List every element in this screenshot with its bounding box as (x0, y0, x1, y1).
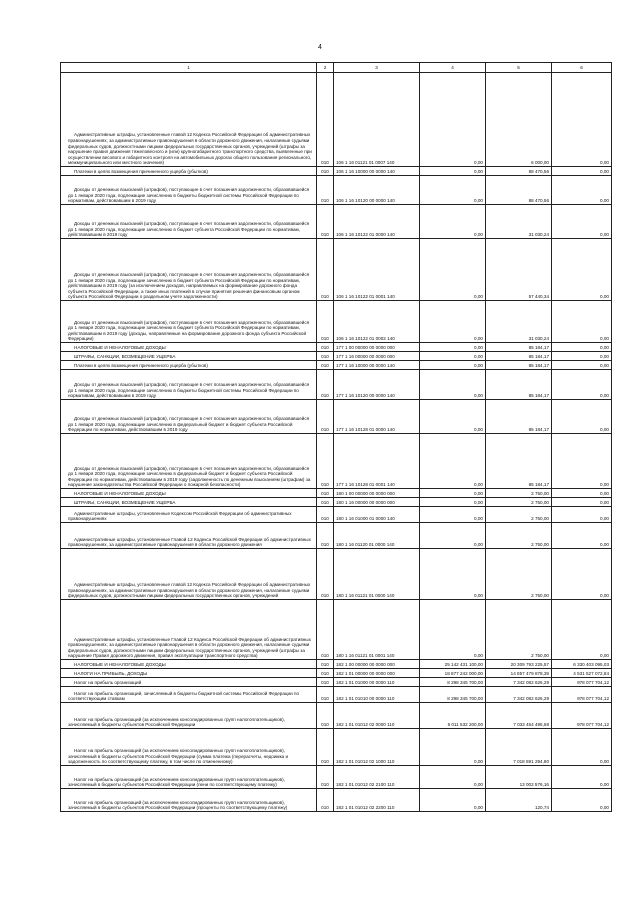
row-line-code: 010 (317, 660, 334, 669)
row-name-cell (61, 669, 317, 678)
row-name: Доходы от денежных взысканий (штрафов), поступающие в счет погашения задолженности, образовавшейся до 1 января 2020 года, подлежащие зачислению в бюджеты бюджетной системы Российской Федерации по нормативам, действовавшим в 2019 году (68, 187, 310, 204)
row-name-cell (61, 176, 317, 205)
row-unexecuted: 0,00 (552, 73, 612, 167)
row-name-cell (61, 239, 317, 301)
row-name: Налог на прибыль организаций (за исключением консолидированных групп налогоплательщиков), зачисляемый в бюджеты субъектов Российской Федерации (сумма платежа (перерасчеты, недоимка и задолженность по соответствующему платежу, в том числе по отмененному) (68, 748, 289, 765)
row-line-code: 010 (317, 687, 334, 703)
row-unexecuted: 0,00 (552, 370, 612, 400)
row-income-code: 106 1 16 10122 01 0002 140 (334, 301, 420, 343)
row-executed: 2 750,00 (486, 549, 552, 600)
row-executed: 85 184,17 (486, 361, 552, 370)
row-plan: 25 142 431 100,00 (420, 660, 486, 669)
table-row (61, 789, 612, 812)
row-executed: 13 002 576,16 (486, 766, 552, 789)
col-header-line: 2 (317, 63, 334, 73)
row-name: Административные штрафы, установленные Кодексом Российской Федерации об административных правонарушениях (68, 510, 292, 522)
row-unexecuted: 0,00 (552, 600, 612, 660)
row-line-code: 010 (317, 352, 334, 361)
row-income-code: 177 1 00 00000 00 0000 000 (334, 343, 420, 352)
row-name-cell (61, 73, 317, 167)
row-income-code: 106 1 16 01121 01 0007 140 (334, 73, 420, 167)
row-plan: 0,00 (420, 434, 486, 489)
table-row (61, 549, 612, 600)
row-line-code: 010 (317, 498, 334, 507)
row-income-code: 180 1 16 01000 01 0000 140 (334, 507, 420, 523)
row-executed: 88 470,56 (486, 167, 552, 176)
col-header-rest: 6 (552, 63, 612, 73)
row-line-code: 010 (317, 669, 334, 678)
row-unexecuted: 0,00 (552, 400, 612, 434)
row-plan: 0,00 (420, 301, 486, 343)
row-line-code: 010 (317, 678, 334, 687)
row-income-code: 182 1 00 00000 00 0000 000 (334, 660, 420, 669)
row-unexecuted: 0,00 (552, 361, 612, 370)
row-line-code: 010 (317, 729, 334, 766)
table-row (61, 400, 612, 434)
row-income-code: 182 1 01 01012 02 1000 110 (334, 729, 420, 766)
table-row (61, 498, 612, 507)
row-unexecuted: 4 531 527 072,84 (552, 669, 612, 678)
row-plan: 8 298 345 700,00 (420, 687, 486, 703)
row-unexecuted: 0,00 (552, 766, 612, 789)
row-unexecuted: 0,00 (552, 507, 612, 523)
table-row (61, 660, 612, 669)
row-income-code: 182 1 01 00000 00 0000 000 (334, 669, 420, 678)
row-executed: 85 184,17 (486, 352, 552, 361)
row-name: Доходы от денежных взысканий (штрафов), поступающие в счет погашения задолженности, образовавшейся до 1 января 2020 года, подлежащие зачислению в бюджет субъекта Российской Федерации по нормативам, действовавшим в 2019 году (68, 221, 310, 238)
row-name: НАЛОГОВЫЕ И НЕНАЛОГОВЫЕ ДОХОДЫ (74, 662, 166, 668)
row-name-cell (61, 361, 317, 370)
table-row (61, 361, 612, 370)
table-row (61, 239, 612, 301)
row-line-code: 010 (317, 176, 334, 205)
row-name: Доходы от денежных взысканий (штрафов), поступающие в счет погашения задолженности, образовавшейся до 1 января 2020 года, подлежащие зачислению в федеральный бюджет и бюджет субъекта Российской Федерации по нормативам, действовавшим в 2019 году (задолженность по денежным взысканиям (штрафам) за нарушение законодательства Российской Федерации о пожарной безопасности) (68, 465, 311, 488)
row-name-cell (61, 301, 317, 343)
row-executed: 85 184,17 (486, 370, 552, 400)
row-income-code: 182 1 01 01010 00 0000 110 (334, 687, 420, 703)
row-name: ШТРАФЫ, САНКЦИИ, ВОЗМЕЩЕНИЕ УЩЕРБА (74, 354, 176, 360)
row-income-code: 177 1 16 10000 00 0000 140 (334, 361, 420, 370)
row-name-cell (61, 400, 317, 434)
table-row (61, 167, 612, 176)
table-row (61, 669, 612, 678)
row-line-code: 010 (317, 239, 334, 301)
row-plan: 0,00 (420, 343, 486, 352)
row-name: Административные штрафы, установленные главой 12 Кодекса Российской Федерации об административных правонарушениях, за административные правонарушения в области дорожного движения, налагаемые судьями федеральных судов, должностными лицами федеральных государственных органов, учреждений (68, 582, 311, 599)
row-plan: 0,00 (420, 239, 486, 301)
table-row (61, 176, 612, 205)
row-name: Административные штрафы, установленные Главой 12 Кодекса Российской Федерации об административных правонарушениях, за административные правонарушения в области дорожного движения, налагаемые судьями федеральных судов, должностными лицами федеральных государственных органов, учреждений (штрафы за нарушение Правил дорожного движения, правил эксплуатации транспортного средства) (68, 636, 311, 659)
row-name-cell (61, 687, 317, 703)
row-unexecuted: 0,00 (552, 523, 612, 549)
row-executed: 85 184,17 (486, 400, 552, 434)
row-name: Доходы от денежных взысканий (штрафов), поступающие в счет погашения задолженности, образовавшейся до 1 января 2020 года, подлежащие зачислению в бюджеты бюджетной системы Российской Федерации по нормативам, действовавшим в 2019 году (68, 382, 310, 399)
table-row (61, 73, 612, 167)
row-line-code: 010 (317, 789, 334, 812)
col-header-name: 1 (61, 63, 317, 73)
table-row (61, 766, 612, 789)
row-executed: 88 470,56 (486, 176, 552, 205)
row-plan: 0,00 (420, 549, 486, 600)
row-income-code: 106 1 16 10120 00 0000 140 (334, 176, 420, 205)
row-line-code: 010 (317, 434, 334, 489)
row-name: Налог на прибыль организаций (за исключением консолидированных групп налогоплательщиков), зачисляемый в бюджеты субъектов Российской Федерации (проценты по соответствующему платежу) (68, 799, 288, 811)
row-name: Налог на прибыль организаций (74, 680, 142, 686)
row-income-code: 182 1 01 01012 02 0000 110 (334, 703, 420, 729)
table-row (61, 600, 612, 660)
row-unexecuted: 0,00 (552, 167, 612, 176)
row-name: Платежи в целях возмещения причиненного ущерба (убытков) (74, 363, 208, 369)
row-executed: 85 184,17 (486, 434, 552, 489)
row-name-cell (61, 600, 317, 660)
row-executed: 7 342 082 626,29 (486, 687, 552, 703)
row-line-code: 010 (317, 205, 334, 239)
row-name-cell (61, 549, 317, 600)
row-line-code: 010 (317, 343, 334, 352)
row-name: Доходы от денежных взысканий (штрафов), поступающие в счет погашения задолженности, образовавшейся до 1 января 2020 года, подлежащие зачислению в федеральный бюджет и бюджет субъекта Российской Федерации по нормативам, действовавшим в 2019 году (68, 416, 310, 433)
row-plan: 0,00 (420, 600, 486, 660)
row-line-code: 010 (317, 167, 334, 176)
col-header-code: 3 (334, 63, 420, 73)
row-name-cell (61, 205, 317, 239)
row-plan: 18 877 242 000,00 (420, 669, 486, 678)
row-plan: 0,00 (420, 361, 486, 370)
row-name: НАЛОГОВЫЕ И НЕНАЛОГОВЫЕ ДОХОДЫ (74, 491, 166, 497)
row-name-cell (61, 729, 317, 766)
row-income-code: 177 1 16 10120 00 0000 140 (334, 370, 420, 400)
row-line-code: 010 (317, 507, 334, 523)
row-income-code: 182 1 01 01000 00 0000 110 (334, 678, 420, 687)
row-unexecuted: 0,00 (552, 789, 612, 812)
row-name-cell (61, 498, 317, 507)
row-plan: 8 298 345 700,00 (420, 678, 486, 687)
row-unexecuted: 0,00 (552, 176, 612, 205)
row-unexecuted: 0,00 (552, 352, 612, 361)
row-name-cell (61, 507, 317, 523)
row-plan: 0,00 (420, 523, 486, 549)
row-name-cell (61, 343, 317, 352)
row-name-cell (61, 703, 317, 729)
row-income-code: 180 1 16 01121 01 0000 140 (334, 549, 420, 600)
table-row (61, 703, 612, 729)
row-executed: 120,74 (486, 789, 552, 812)
row-executed: 7 033 454 495,58 (486, 703, 552, 729)
row-plan: 6 011 532 200,00 (420, 703, 486, 729)
table-row (61, 489, 612, 498)
row-name-cell (61, 352, 317, 361)
table-row (61, 301, 612, 343)
row-plan: 0,00 (420, 352, 486, 361)
row-unexecuted: 0,00 (552, 489, 612, 498)
row-name-cell (61, 167, 317, 176)
row-line-code: 010 (317, 73, 334, 167)
row-line-code: 010 (317, 549, 334, 600)
row-unexecuted: 0,00 (552, 549, 612, 600)
row-plan: 0,00 (420, 205, 486, 239)
row-income-code: 182 1 01 01012 02 2100 110 (334, 766, 420, 789)
row-line-code: 010 (317, 766, 334, 789)
table-row (61, 678, 612, 687)
row-plan: 0,00 (420, 489, 486, 498)
table-row (61, 205, 612, 239)
row-income-code: 180 1 16 00000 00 0000 000 (334, 498, 420, 507)
table-row (61, 687, 612, 703)
row-unexecuted: 0,00 (552, 239, 612, 301)
row-name: Административные штрафы, установленные Главой 12 Кодекса Российской Федерации об административных правонарушениях, за административные правонарушения в области дорожного движения (68, 536, 311, 548)
row-name: НАЛОГИ НА ПРИБЫЛЬ, ДОХОДЫ (74, 671, 148, 677)
row-executed: 2 750,00 (486, 507, 552, 523)
row-name-cell (61, 434, 317, 489)
row-executed: 7 018 591 294,80 (486, 729, 552, 766)
row-line-code: 010 (317, 301, 334, 343)
row-income-code: 180 1 00 00000 00 0000 000 (334, 489, 420, 498)
row-line-code: 010 (317, 703, 334, 729)
row-plan: 0,00 (420, 766, 486, 789)
row-unexecuted: 978 077 704,12 (552, 687, 612, 703)
header-row (61, 63, 612, 73)
row-plan: 0,00 (420, 370, 486, 400)
row-line-code: 010 (317, 523, 334, 549)
table-row (61, 507, 612, 523)
row-plan: 0,00 (420, 498, 486, 507)
table-row (61, 343, 612, 352)
row-name-cell (61, 766, 317, 789)
row-executed: 2 750,00 (486, 498, 552, 507)
row-executed: 14 857 479 878,39 (486, 669, 552, 678)
row-name-cell (61, 678, 317, 687)
col-header-plan: 4 (420, 63, 486, 73)
row-unexecuted: 0,00 (552, 498, 612, 507)
row-name: Налог на прибыль организаций (за исключением консолидированных групп налогоплательщиков), зачисляемый в бюджеты субъектов Российской Федерации (пени по соответствующему платежу) (68, 776, 285, 788)
row-plan: 0,00 (420, 507, 486, 523)
table-row (61, 352, 612, 361)
row-unexecuted: 0,00 (552, 343, 612, 352)
row-name-cell (61, 489, 317, 498)
row-unexecuted: 0,00 (552, 729, 612, 766)
row-income-code: 106 1 16 10122 01 0001 140 (334, 239, 420, 301)
table-row (61, 729, 612, 766)
row-unexecuted: 978 077 704,12 (552, 678, 612, 687)
row-name-cell (61, 789, 317, 812)
row-unexecuted: 6 330 403 095,03 (552, 660, 612, 669)
row-name: ШТРАФЫ, САНКЦИИ, ВОЗМЕЩЕНИЕ УЩЕРБА (74, 500, 176, 506)
row-income-code: 106 1 16 10000 00 0000 140 (334, 167, 420, 176)
row-executed: 6 000,00 (486, 73, 552, 167)
row-executed: 57 440,34 (486, 239, 552, 301)
row-income-code: 180 1 16 01121 01 0001 140 (334, 600, 420, 660)
row-income-code: 182 1 01 01012 02 2200 110 (334, 789, 420, 812)
row-executed: 85 184,17 (486, 343, 552, 352)
row-income-code: 177 1 16 10128 01 0001 140 (334, 434, 420, 489)
row-line-code: 010 (317, 370, 334, 400)
row-plan: 0,00 (420, 73, 486, 167)
row-unexecuted: 0,00 (552, 205, 612, 239)
row-executed: 31 030,24 (486, 205, 552, 239)
row-income-code: 180 1 16 01120 01 0000 140 (334, 523, 420, 549)
row-plan: 0,00 (420, 400, 486, 434)
row-name: Доходы от денежных взысканий (штрафов), поступающие в счет погашения задолженности, образовавшейся до 1 января 2020 года, подлежащие зачислению в бюджет субъекта Российской Федерации по нормативам, действовавшим в 2019 году (доходы, направляемые на формирование дорожного фонда субъекта Российской Федерации) (68, 319, 310, 342)
row-plan: 0,00 (420, 729, 486, 766)
table-row (61, 523, 612, 549)
row-line-code: 010 (317, 400, 334, 434)
row-plan: 0,00 (420, 176, 486, 205)
row-unexecuted: 0,00 (552, 434, 612, 489)
row-executed: 2 750,00 (486, 523, 552, 549)
row-unexecuted: 978 077 704,12 (552, 703, 612, 729)
row-executed: 20 309 793 225,57 (486, 660, 552, 669)
row-line-code: 010 (317, 489, 334, 498)
table-row (61, 434, 612, 489)
budget-execution-table (60, 62, 612, 812)
row-name-cell (61, 523, 317, 549)
table-row (61, 370, 612, 400)
row-name: Административные штрафы, установленные главой 12 Кодекса Российской Федерации об административных правонарушениях, за административные правонарушения в области дорожного движения, налагаемые судьями федеральных судов, должностными лицами федеральных государственных органов, учреждений (штрафы за нарушение правил движения тяжеловесного и (или) крупногабаритного транспортного средства, выявленные при осуществлении весового и габаритного контроля на автомобильных дорогах общего пользования регионального, межмуниципального или местного значения) (68, 132, 312, 166)
row-income-code: 177 1 16 00000 00 0000 000 (334, 352, 420, 361)
row-executed: 2 750,00 (486, 600, 552, 660)
row-plan: 0,00 (420, 789, 486, 812)
row-line-code: 010 (317, 361, 334, 370)
page-number: 4 (318, 44, 322, 51)
row-unexecuted: 0,00 (552, 301, 612, 343)
row-income-code: 177 1 16 10128 01 0000 140 (334, 400, 420, 434)
row-name-cell (61, 370, 317, 400)
row-income-code: 106 1 16 10122 01 0000 140 (334, 205, 420, 239)
row-name: Платежи в целях возмещения причиненного ущерба (убытков) (74, 169, 208, 175)
row-plan: 0,00 (420, 167, 486, 176)
row-name: Налог на прибыль организаций (за исключением консолидированных групп налогоплательщиков), зачисляемый в бюджеты субъектов Российской Федерации (68, 716, 285, 728)
row-executed: 7 342 082 626,29 (486, 678, 552, 687)
row-name-cell (61, 660, 317, 669)
row-line-code: 010 (317, 600, 334, 660)
col-header-exec: 5 (486, 63, 552, 73)
row-executed: 2 750,00 (486, 489, 552, 498)
row-name: НАЛОГОВЫЕ И НЕНАЛОГОВЫЕ ДОХОДЫ (74, 345, 166, 351)
row-executed: 31 030,24 (486, 301, 552, 343)
row-name: Доходы от денежных взысканий (штрафов), поступающие в счет погашения задолженности, образовавшейся до 1 января 2020 года, подлежащие зачислению в бюджет субъекта Российской Федерации по нормативам, действовавшим в 2019 году (за исключением доходов, направляемых на формирование дорожного фонда субъекта Российской Федерации, а также иных платежей в случае принятия решения финансовым органом субъекта Российской Федерации о раздельном учете задолженности) (68, 272, 310, 300)
row-name: Налог на прибыль организаций, зачисляемый в бюджеты бюджетной системы Российской Федерации по соответствующим ставкам (68, 690, 300, 702)
